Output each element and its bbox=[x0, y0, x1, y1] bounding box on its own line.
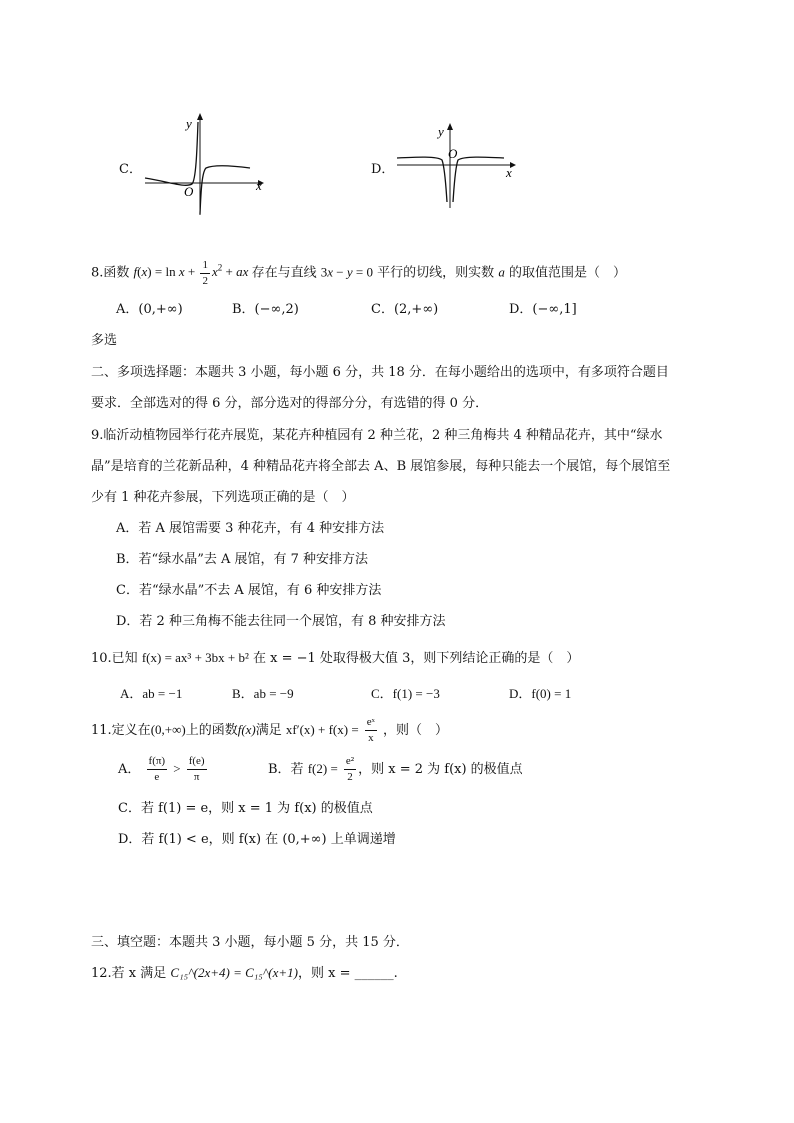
graph-d-x-label: x bbox=[506, 165, 512, 180]
q11-fx: f(x) bbox=[237, 722, 256, 737]
q8-post: 的取值范围是（ ） bbox=[508, 265, 626, 281]
q9-option-a: A．若 A 展馆需要 3 种花卉，有 4 种安排方法 bbox=[116, 521, 385, 536]
multi-choice-note: 多选 bbox=[91, 333, 118, 348]
q11-interval: (0,+∞) bbox=[150, 722, 186, 737]
q8-pre: 8.函数 bbox=[91, 265, 130, 281]
q11-option-a: A． $\frac{f(\pi)}{e}$ > $\frac{f(e)}{\pi}$ bbox=[118, 755, 205, 783]
q12-post: ，则 x = ______. bbox=[297, 966, 398, 981]
q10-option-a: A．ab = −1 bbox=[120, 686, 183, 701]
q9-option-d: D．若 2 种三角梅不能去往同一个展馆，有 8 种安排方法 bbox=[116, 614, 446, 629]
q10-option-c: C．f(1) = −3 bbox=[371, 686, 440, 701]
q11-lhs: xf′(x) + f(x) = bbox=[285, 722, 359, 737]
q11-frac: $\frac{\text{eˣ}}{x}$ bbox=[366, 716, 375, 744]
question-8 bbox=[91, 260, 626, 287]
graph-c-x-label: x bbox=[256, 178, 262, 193]
q11-post: ，则（ ） bbox=[383, 723, 449, 738]
q9-line2: 晶”是培育的兰花新品种，4 种精品花卉将全部去 A、B 展馆参展，每种只能去一个展馆，每个展馆至 bbox=[91, 459, 671, 474]
q10-formula: f(x) = ax³ + 3bx + b² bbox=[141, 650, 249, 665]
q10-pre: 10.已知 bbox=[91, 651, 138, 666]
graph-c-origin: O bbox=[184, 184, 194, 199]
q8-a: a bbox=[498, 264, 505, 280]
q11-option-d: D．若 f(1) < e，则 f(x) 在 (0,+∞) 上单调递增 bbox=[118, 832, 396, 847]
q8-option-d: D．(−∞,1] bbox=[509, 302, 577, 317]
q8-option-b: B．(−∞,2) bbox=[232, 302, 299, 317]
q10-option-d: D．f(0) = 1 bbox=[509, 686, 572, 701]
q12-pre: 12.若 x 满足 bbox=[91, 966, 167, 981]
q8-frac: $\frac{1}{2}$ bbox=[202, 259, 208, 287]
graph-d bbox=[392, 118, 522, 213]
graph-c bbox=[140, 110, 270, 220]
q8-option-c: C．(2,+∞) bbox=[371, 302, 439, 317]
q10-mid: 在 x = −1 处取得极大值 3，则下列结论正确的是（ ） bbox=[253, 651, 580, 666]
q12-formula: C₁₅^(2x+4) = C₁₅^(x+1) bbox=[170, 965, 298, 980]
q8-option-a: A．(0,+∞) bbox=[116, 302, 183, 317]
q8-function: f(x) = ln x + $\frac{1}{2}$ $x^2$ + ax bbox=[133, 259, 249, 287]
q8-line-equation: 3x − y = 0 bbox=[320, 264, 374, 280]
q9-option-b: B．若“绿水晶”去 A 展馆，有 7 种安排方法 bbox=[116, 552, 369, 567]
question-10 bbox=[91, 647, 579, 666]
q8-mid1: 存在与直线 bbox=[251, 265, 317, 281]
graph-c-y-label: y bbox=[186, 116, 192, 131]
q8-mid2: 平行的切线，则实数 bbox=[377, 265, 495, 281]
q11-cond: 满足 bbox=[255, 723, 282, 738]
graph-d-origin: O bbox=[448, 146, 458, 161]
q11-option-b: B．若 f(2) = $\frac{\text{e²}}{2}$ ，则 x = 2 为 f(x) 的极值点 bbox=[268, 755, 523, 783]
question-11 bbox=[91, 717, 448, 744]
q9-line1: 9.临沂动植物园举行花卉展览，某花卉种植园有 2 种兰花，2 种三角梅共 4 种精品花卉，其中“绿水 bbox=[91, 428, 663, 443]
graph-d-y-label: y bbox=[438, 124, 444, 139]
q11-mid: 上的函数 bbox=[185, 723, 238, 738]
section2-line2: 要求．全部选对的得 6 分，部分选对的得部分分，有选错的得 0 分． bbox=[91, 396, 489, 411]
option-d-label: D． bbox=[371, 162, 395, 177]
q9-option-c: C．若“绿水晶”不去 A 展馆，有 6 种安排方法 bbox=[116, 583, 382, 598]
q9-line3: 少有 1 种花卉参展，下列选项正确的是（ ） bbox=[91, 490, 355, 505]
question-12 bbox=[91, 962, 398, 981]
option-c-label: C． bbox=[119, 162, 142, 177]
section3-heading: 三、填空题：本题共 3 小题，每小题 5 分，共 15 分． bbox=[91, 935, 409, 950]
q10-option-b: B．ab = −9 bbox=[232, 686, 294, 701]
q11-option-c: C．若 f(1) = e，则 x = 1 为 f(x) 的极值点 bbox=[118, 801, 373, 816]
section2-line1: 二、多项选择题：本题共 3 小题，每小题 6 分，共 18 分．在每小题给出的选项中，有多项符合题目 bbox=[91, 365, 669, 380]
q11-pre: 11.定义在 bbox=[91, 723, 151, 738]
